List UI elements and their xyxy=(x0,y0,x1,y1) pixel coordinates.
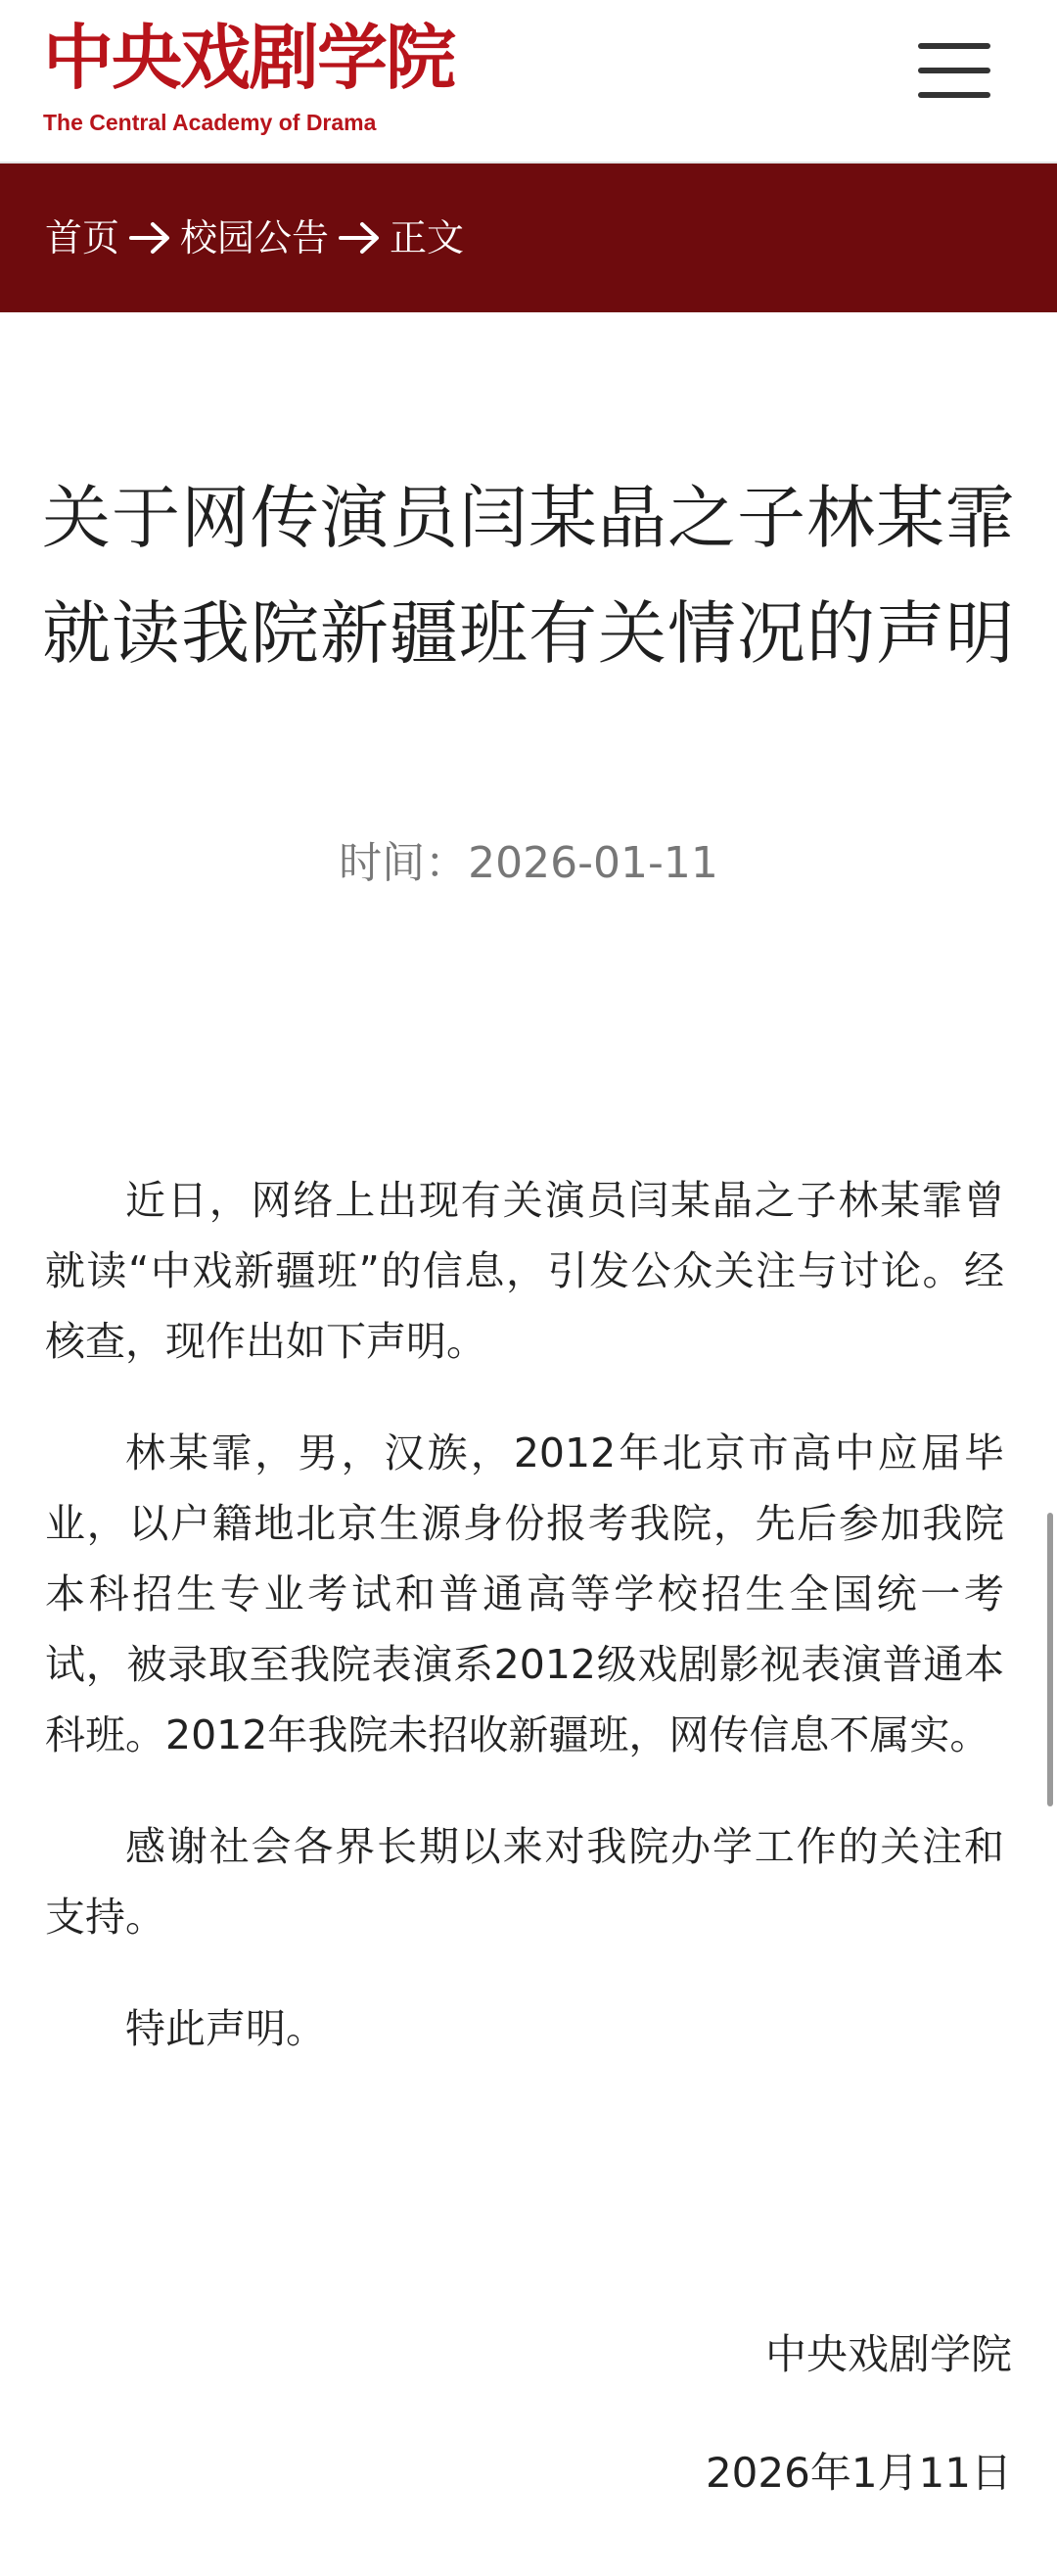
breadcrumb-section-link[interactable]: 校园公告 xyxy=(180,216,330,259)
arrow-right-icon xyxy=(129,218,172,258)
breadcrumb-current: 正文 xyxy=(390,216,465,259)
article-paragraph: 特此声明。 xyxy=(125,2005,326,2052)
signature-date: 2026年1月11日 xyxy=(705,2449,1012,2497)
hamburger-menu-icon[interactable] xyxy=(918,41,990,100)
article-paragraph: 林某霏，男，汉族，2012年北京市高中应届毕业，以户籍地北京生源身份报考我院，先后参加我院本科招生专业考试和普通高等学校招生全国统一考试，被录取至我院表演系2012级戏剧影视表演普通本科班。2012年我院未招收新疆班，网传信息不属实。 xyxy=(45,1429,1004,1758)
article-paragraph: 近日，网络上出现有关演员闫某晶之子林某霏曾就读“中戏新疆班”的信息，引发公众关注与讨论。经核查，现作出如下声明。 xyxy=(45,1177,1004,1365)
scrollbar-thumb[interactable] xyxy=(1047,1513,1053,1806)
breadcrumb xyxy=(0,164,1057,312)
article-paragraph: 感谢社会各界长期以来对我院办学工作的关注和支持。 xyxy=(45,1823,1004,1941)
logo-english-name: The Central Academy of Drama xyxy=(43,110,377,135)
logo-chinese-name: 中央戏剧学院 xyxy=(43,16,455,99)
article-body xyxy=(45,1165,1004,2105)
signature-organization: 中央戏剧学院 xyxy=(764,2330,1012,2378)
article-date: 时间：2026-01-11 xyxy=(339,838,718,888)
article-title: 关于网传演员闫某晶之子林某霏就读我院新疆班有关情况的声明 xyxy=(42,478,1015,674)
site-logo[interactable] xyxy=(43,14,454,137)
site-header xyxy=(0,0,1057,164)
arrow-right-icon xyxy=(339,218,382,258)
breadcrumb-home-link[interactable]: 首页 xyxy=(45,216,120,259)
